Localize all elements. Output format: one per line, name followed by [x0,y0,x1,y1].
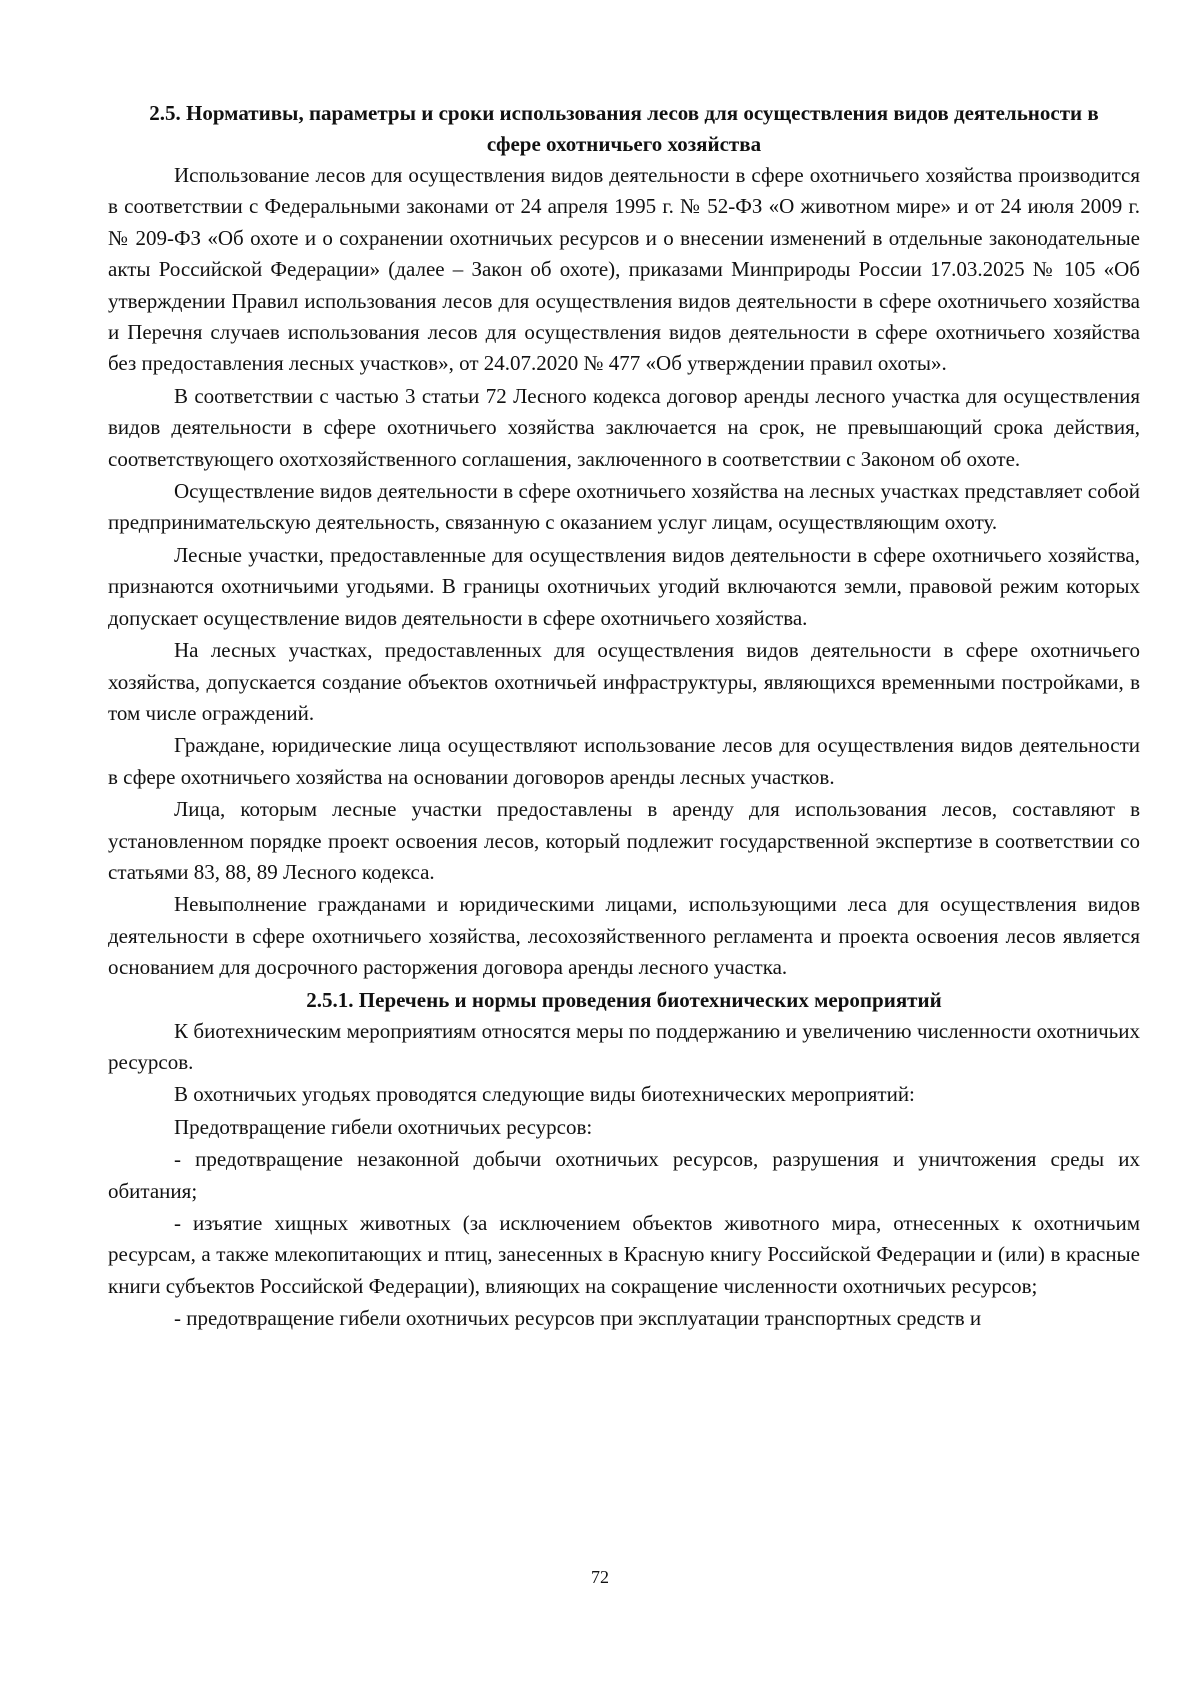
paragraph: На лесных участках, предоставленных для осуществления видов деятельности в сфере охотничьего хозяйства, допускается создание объектов охотничьей инфраструктуры, являющихся временными постройками, в том числе ограждений. [108,638,1140,725]
list-item: - предотвращение гибели охотничьих ресурсов при эксплуатации транспортных средств и [174,1306,982,1331]
paragraph: Предотвращение гибели охотничьих ресурсов: [174,1114,593,1139]
document-page [108,98,1140,1336]
paragraph: Осуществление видов деятельности в сфере охотничьего хозяйства на лесных участках представляет собой предпринимательскую деятельность, связанную с оказанием услуг лицам, осуществляющим охоту. [108,479,1140,535]
paragraph: Граждане, юридические лица осуществляют использование лесов для осуществления видов деятельности в сфере охотничьего хозяйства на основании договоров аренды лесных участков. [108,733,1140,789]
section-title: 2.5. Нормативы, параметры и сроки использования лесов для осуществления видов деятельности в сфере охотничьего хозяйства [149,101,1099,156]
page-number: 72 [591,1567,609,1587]
list-item: - предотвращение незаконной добычи охотничьих ресурсов, разрушения и уничтожения среды их обитания; [108,1147,1140,1203]
paragraph: В охотничьих угодьях проводятся следующие виды биотехнических мероприятий: [174,1082,915,1107]
subsection-title: 2.5.1. Перечень и нормы проведения биотехнических мероприятий [306,987,942,1012]
paragraph: Лица, которым лесные участки предоставлены в аренду для использования лесов, составляют в установленном порядке проект освоения лесов, который подлежит государственной экспертизе в соответствии со статьями 83, 88, 89 Лесного кодекса. [108,797,1140,884]
paragraph: Лесные участки, предоставленные для осуществления видов деятельности в сфере охотничьего хозяйства, признаются охотничьими угодьями. В границы охотничьих угодий включаются земли, правовой режим которых допускает осуществление видов деятельности в сфере охотничьего хозяйства. [108,542,1140,630]
list-item: - изъятие хищных животных (за исключением объектов животного мира, отнесенных к охотничьим ресурсам, а также млекопитающих и птиц, занесенных в Красную книгу Российской Федерации и (или) в красные книги субъектов Российской Федерации), влияющих на сокращение численности охотничьих ресурсов; [108,1211,1140,1298]
paragraph: Использование лесов для осуществления видов деятельности в сфере охотничьего хозяйства производится в соответствии с Федеральными законами от 24 апреля 1995 г. № 52-ФЗ «О животном мире» и от 24 июля 2009 г. № 209-ФЗ «Об охоте и о сохранении охотничьих ресурсов и о внесении изменений в отдельные законодательные акты Российской Федерации» (далее – Закон об охоте), приказами Минприроды России 17.03.2025 № 105 «Об утверждении Правил использования лесов для осуществления видов деятельности в сфере охотничьего хозяйства и Перечня случаев использования лесов для осуществления видов деятельности в сфере охотничьего хозяйства без предоставления лесных участков», от 24.07.2020 № 477 «Об утверждении правил охоты». [108,163,1140,376]
paragraph: К биотехническим мероприятиям относятся меры по поддержанию и увеличению численности охотничьих ресурсов. [108,1018,1140,1074]
paragraph: В соответствии с частью 3 статьи 72 Лесного кодекса договор аренды лесного участка для осуществления видов деятельности в сфере охотничьего хозяйства заключается на срок, не превышающий срока действия, соответствующего охотхозяйственного соглашения, заключенного в соответствии с Законом об охоте. [108,383,1140,471]
paragraph: Невыполнение гражданами и юридическими лицами, использующими леса для осуществления видов деятельности в сфере охотничьего хозяйства, лесохозяйственного регламента и проекта освоения лесов является основанием для досрочного расторжения договора аренды лесного участка. [108,892,1140,980]
